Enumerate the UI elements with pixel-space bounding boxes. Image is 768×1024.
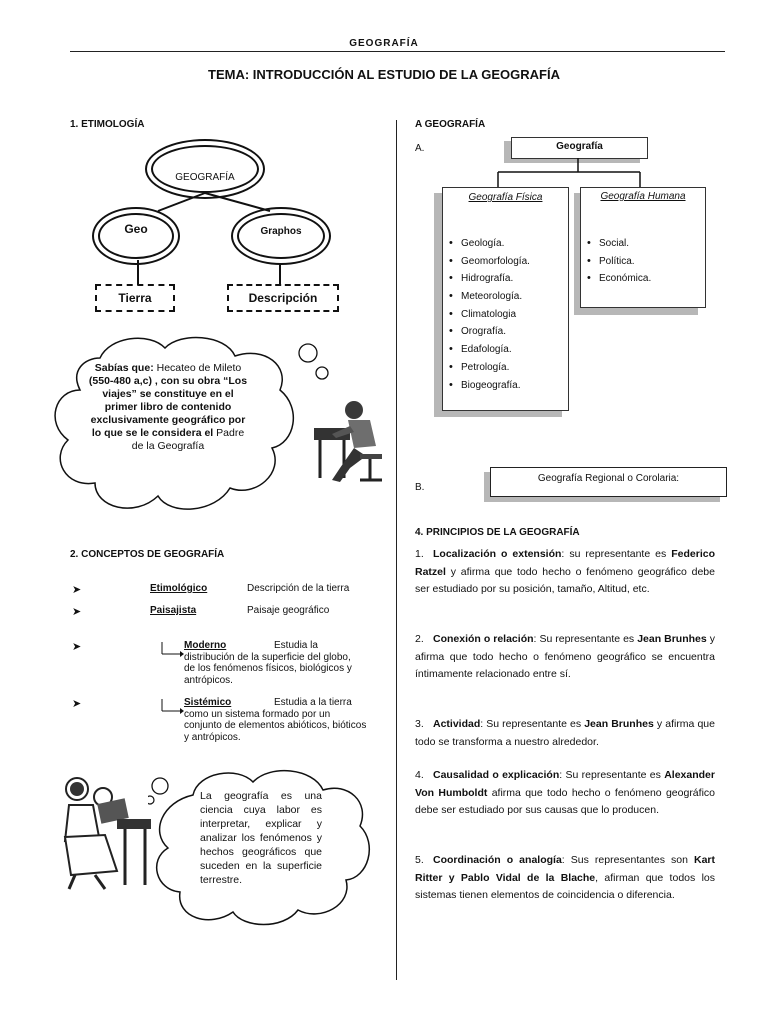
regional-label: Geografía Regional o Corolaria: bbox=[537, 473, 680, 484]
principle-number: 3. bbox=[415, 718, 424, 730]
fisica-item: • Hidrografía. bbox=[449, 270, 568, 288]
principle-representative: Jean Brunhes bbox=[637, 633, 707, 645]
geografia-oval-label: GEOGRAFÍA bbox=[175, 172, 235, 183]
graphos-oval-label: Graphos bbox=[260, 226, 302, 237]
concepto-term-1: Etimológico bbox=[150, 583, 208, 594]
graphos-oval bbox=[231, 207, 331, 265]
principle-number: 4. bbox=[415, 769, 424, 781]
fisica-item: • Biogeografía. bbox=[449, 377, 568, 395]
arrow-bullet-icon: ➤ bbox=[72, 641, 82, 653]
principle-representative: Kart Ritter y Pablo Vidal de la Blache bbox=[415, 854, 715, 884]
definition-cloud-text: La geografía es una ciencia cuya labor es interpretar, explicar y analizar los fenómenos y hechos geográficos que suceden en la superficie terrestre. bbox=[200, 790, 322, 886]
arrow-bullet-icon: ➤ bbox=[72, 584, 82, 596]
tierra-box: Tierra bbox=[95, 284, 175, 312]
concepto-desc-4: Estudia a la tierra como un sistema formado por un conjunto de elementos abióticos, bióticos y antrópicos. bbox=[184, 697, 367, 743]
principle-text-b: y afirma que todo hecho o fenómeno geográfico debe ser estudiado por su posición, tamaño, Altitud, etc. bbox=[415, 565, 715, 595]
etimologia-heading: 1. ETIMOLOGÍA bbox=[70, 119, 145, 130]
humana-item: • Política. bbox=[587, 253, 705, 271]
concepto-term-2: Paisajista bbox=[150, 605, 197, 616]
sabias-t2: (550-480 a,c) , con su obra “Los viajes” se constituye en el primer libro de contenido exclusivamente geográfico por lo que se le considera el bbox=[88, 375, 248, 439]
fisica-item: • Meteorología. bbox=[449, 288, 568, 306]
humana-item: • Económica. bbox=[587, 270, 705, 288]
fisica-item: • Geología. bbox=[449, 235, 568, 253]
fisica-item: • Climatologia bbox=[449, 306, 568, 324]
principle-name: Conexión o relación bbox=[433, 633, 534, 645]
descripcion-box: Descripción bbox=[227, 284, 339, 312]
principle-text-a: : Su representante es bbox=[533, 633, 638, 645]
concepto-term-3: Moderno bbox=[184, 640, 227, 651]
sabias-lead: Sabías que: bbox=[94, 362, 154, 374]
concepto-desc-1: Descripción de la tierra bbox=[247, 583, 350, 594]
principle-2 bbox=[415, 631, 715, 684]
principle-text-a: : Su representante es bbox=[480, 718, 585, 730]
fisica-title: Geografía Física bbox=[468, 192, 543, 203]
concepto-item-3 bbox=[184, 640, 359, 686]
header-rule bbox=[70, 51, 725, 52]
principle-text-b: y afirma que todo hecho o fenómeno geográfico se encuentra íntimamente relacionado entre sí. bbox=[415, 633, 715, 680]
principle-representative: Alexander Von Humboldt bbox=[415, 769, 715, 799]
principle-text-b: y afirma que todo se transforma a nuestro alrededor. bbox=[415, 718, 715, 748]
principle-name: Actividad bbox=[433, 718, 481, 730]
principle-representative: Federico Ratzel bbox=[415, 548, 716, 578]
column-divider bbox=[396, 120, 397, 980]
sabias-t1: Hecateo de Mileto bbox=[153, 362, 242, 374]
humana-list bbox=[581, 235, 705, 288]
connector-arrow-icon bbox=[160, 697, 184, 723]
sabias-text bbox=[86, 362, 250, 453]
principle-text-a: : Sus representantes son bbox=[561, 854, 694, 866]
fisica-card bbox=[442, 187, 569, 411]
fisica-item: • Orografía. bbox=[449, 323, 568, 341]
student-desk-illustration bbox=[310, 398, 390, 488]
concepto-term-4: Sistémico bbox=[184, 697, 232, 708]
principle-representative: Jean Brunhes bbox=[584, 718, 654, 730]
division-heading: A GEOGRAFÍA bbox=[415, 119, 486, 130]
geo-oval-label: Geo bbox=[124, 222, 148, 236]
principle-name: Coordinación o analogía bbox=[433, 854, 562, 866]
label-a: A. bbox=[415, 143, 425, 154]
concepto-item-4 bbox=[184, 697, 369, 743]
principle-name: Localización o extensión bbox=[433, 548, 562, 560]
geografia-oval bbox=[145, 139, 265, 199]
page-title: TEMA: INTRODUCCIÓN AL ESTUDIO DE LA GEOGRAFÍA bbox=[208, 67, 560, 82]
principle-4 bbox=[415, 767, 715, 820]
fisica-item: • Edafología. bbox=[449, 341, 568, 359]
principle-name: Causalidad o explicación bbox=[433, 769, 560, 781]
humana-item: • Social. bbox=[587, 235, 705, 253]
connector-arrow-icon bbox=[160, 640, 184, 666]
geo-oval bbox=[92, 207, 180, 265]
principle-text-b: afirma que todo hecho o fenómeno geográfico debe ser estudiado por sus causas que lo producen. bbox=[415, 786, 715, 816]
principle-1 bbox=[415, 546, 715, 599]
principios-heading: 4. PRINCIPIOS DE LA GEOGRAFÍA bbox=[415, 527, 580, 538]
regional-box bbox=[490, 467, 727, 497]
sabias-t3: Padre de la Geografía bbox=[131, 427, 245, 452]
fisica-item: • Geomorfología. bbox=[449, 253, 568, 271]
geografia-box-label: Geografía bbox=[556, 141, 603, 152]
principle-3 bbox=[415, 716, 715, 751]
label-b: B. bbox=[415, 482, 425, 493]
principle-text-a: : Su representante es bbox=[559, 769, 665, 781]
principle-5 bbox=[415, 852, 715, 905]
fisica-item: • Petrología. bbox=[449, 359, 568, 377]
division-connectors bbox=[440, 158, 660, 190]
humana-title: Geografía Humana bbox=[600, 191, 686, 202]
humana-card bbox=[580, 187, 706, 308]
document-header: GEOGRAFÍA bbox=[349, 38, 419, 49]
principle-number: 1. bbox=[415, 548, 424, 560]
conceptos-heading: 2. CONCEPTOS DE GEOGRAFÍA bbox=[70, 549, 225, 560]
principle-text-b: , afirman que todos los sistemas tienen elementos de coincidencia o diferencia. bbox=[415, 871, 715, 901]
principle-text-a: : su representante es bbox=[561, 548, 672, 560]
concepto-desc-2: Paisaje geográfico bbox=[247, 605, 330, 616]
arrow-bullet-icon: ➤ bbox=[72, 698, 82, 710]
concepto-desc-3: Estudia la distribución de la superficie del globo, de los fenómenos físicos, biológicos y antrópicos. bbox=[184, 640, 352, 686]
geografia-box bbox=[511, 137, 648, 159]
principle-number: 5. bbox=[415, 854, 424, 866]
fisica-list bbox=[443, 235, 568, 394]
arrow-bullet-icon: ➤ bbox=[72, 606, 82, 618]
principle-number: 2. bbox=[415, 633, 424, 645]
